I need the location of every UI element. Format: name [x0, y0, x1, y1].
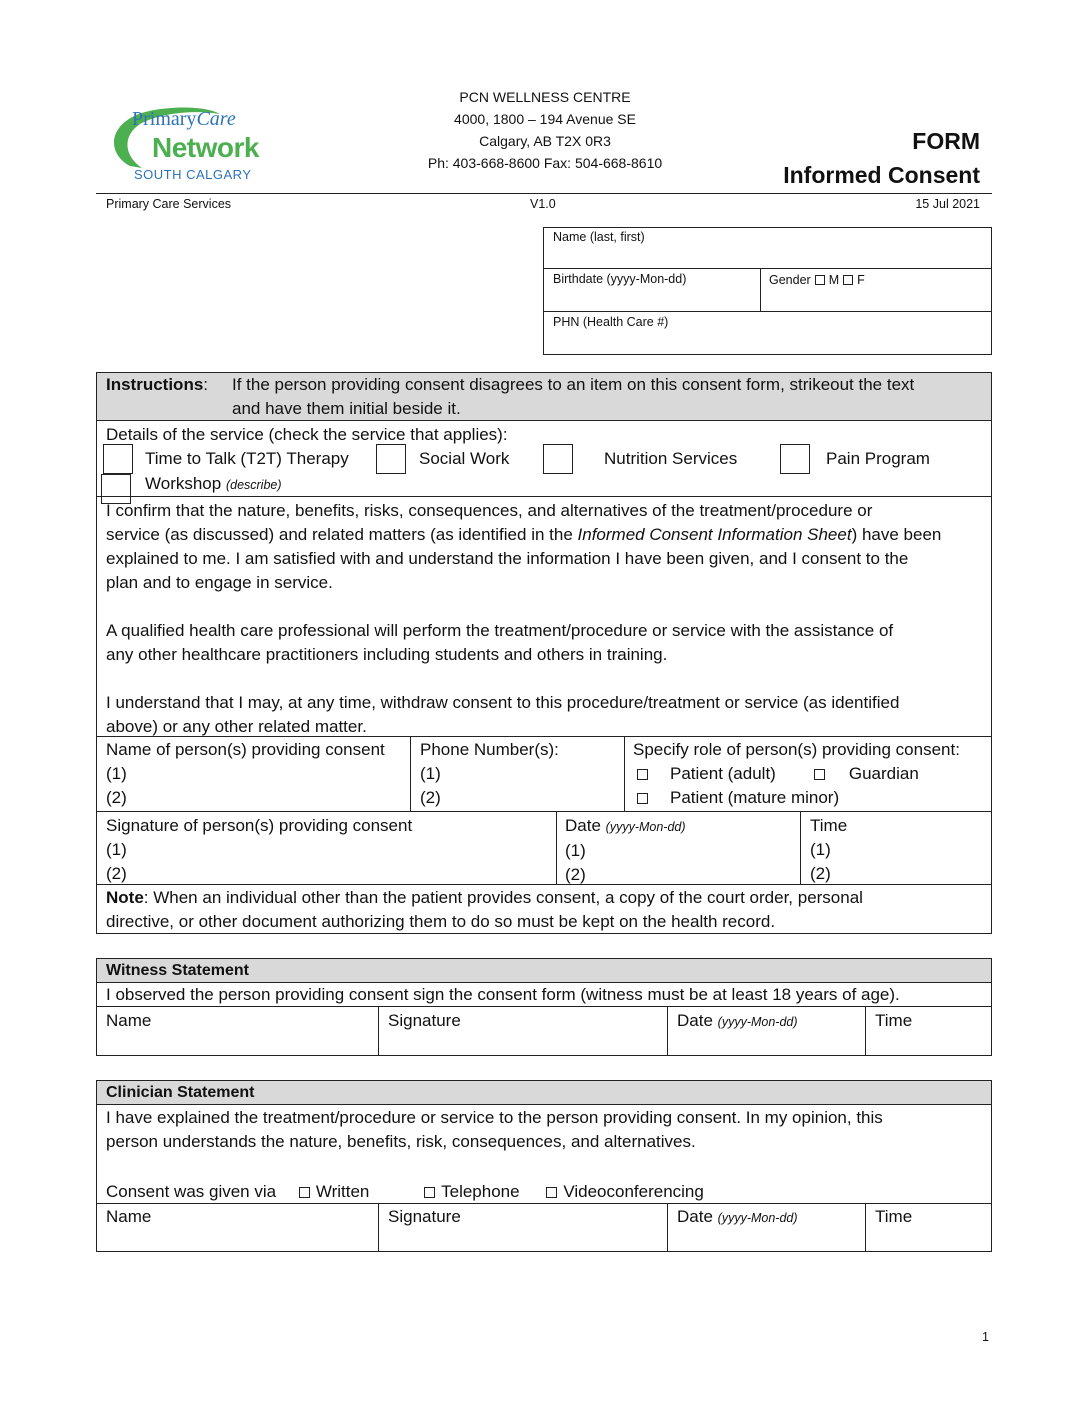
consent-p3-line1: I understand that I may, at any time, withdraw consent to this procedure/treatment or service (as identified	[106, 693, 900, 712]
note-line2: directive, or other document authorizing them to do so must be kept on the health record.	[106, 912, 776, 931]
clinician-text-line1: I have explained the treatment/procedure or service to the person providing consent. In my opinion, this	[106, 1108, 883, 1127]
logo-primary: PrimaryCare	[132, 108, 236, 130]
gender-f-label: F	[857, 273, 865, 287]
org-address-line1: 4000, 1800 – 194 Avenue SE	[454, 111, 636, 127]
via-video-checkbox[interactable]	[546, 1187, 557, 1198]
table-line-3	[96, 736, 992, 737]
clinician-signature-field[interactable]: Signature	[388, 1207, 461, 1226]
sig-divider-2	[800, 811, 801, 884]
witness-heading: Witness Statement	[106, 962, 249, 979]
role-patient-adult-label: Patient (adult)	[670, 764, 776, 783]
via-telephone-label: Telephone	[441, 1182, 520, 1201]
nutrition-label: Nutrition Services	[604, 449, 738, 468]
via-telephone-checkbox[interactable]	[424, 1187, 435, 1198]
clinician-line-2	[96, 1203, 992, 1204]
gender-m-checkbox[interactable]	[815, 275, 825, 285]
logo-network: Network	[152, 132, 259, 163]
clinician-divider-3	[865, 1203, 866, 1252]
provider-date-2: (2)	[565, 865, 586, 884]
clinician-text-line2: person understands the nature, benefits, risk, consequences, and alternatives.	[106, 1132, 696, 1151]
witness-line-2	[96, 1006, 992, 1007]
consent-p1-line4: plan and to engage in service.	[106, 573, 333, 592]
clinician-date-field[interactable]: Date (yyyy-Mon-dd)	[677, 1207, 798, 1226]
role-patient-adult-checkbox[interactable]	[637, 769, 648, 780]
patient-label-box	[543, 227, 992, 355]
patient-divider-1	[543, 268, 992, 269]
nutrition-checkbox[interactable]	[543, 444, 573, 474]
instructions-line1: If the person providing consent disagrees to an item on this consent form, strikeout the text	[232, 375, 915, 394]
form-type: FORM	[912, 128, 980, 154]
patient-name-field[interactable]: Name (last, first)	[553, 230, 645, 244]
provider-time-label: Time	[810, 816, 848, 835]
consent-p2-line1: A qualified health care professional will perform the treatment/procedure or service with the assistance of	[106, 621, 894, 640]
table-line-4	[96, 811, 992, 812]
table-line-5	[96, 884, 992, 885]
gender-label: Gender	[769, 273, 811, 287]
witness-name-field[interactable]: Name	[106, 1011, 152, 1030]
consent-p2-line2: any other healthcare practitioners including students and others in training.	[106, 645, 668, 664]
provider-time-1: (1)	[810, 840, 831, 859]
via-video-label: Videoconferencing	[563, 1182, 704, 1201]
services-heading: Details of the service (check the service that applies):	[106, 425, 508, 444]
provider-phone-label: Phone Number(s):	[420, 740, 559, 759]
clinician-heading: Clinician Statement	[106, 1084, 255, 1101]
table-line-1	[96, 420, 992, 421]
clinician-time-field[interactable]: Time	[875, 1207, 913, 1226]
instructions-label: Instructions:	[106, 375, 209, 394]
patient-divider-v	[760, 268, 761, 311]
consent-p3-line2: above) or any other related matter.	[106, 717, 367, 736]
instructions-text	[232, 373, 914, 421]
role-guardian-label: Guardian	[848, 764, 919, 783]
provider-role-cell	[633, 738, 960, 810]
consent-via-row	[106, 1180, 704, 1204]
version-label: V1.0	[530, 197, 556, 211]
clinician-text	[106, 1106, 883, 1154]
witness-divider-2	[667, 1006, 668, 1056]
header-divider	[96, 193, 992, 194]
provider-time-cell[interactable]	[810, 814, 847, 886]
note-text: Note: When an individual other than the patient provides consent, a copy of the court order, personal directive, or other document authorizing them to do so must be kept on the health record.	[106, 886, 863, 934]
consent-p1-line2: service (as discussed) and related matters (as identified in the Informed Consent Information Sheet) have been	[106, 525, 942, 544]
dept-label: Primary Care Services	[106, 197, 232, 211]
provider-name-2: (2)	[106, 788, 127, 807]
org-address-block	[380, 86, 710, 174]
sig-divider-1	[556, 811, 557, 884]
witness-divider-1	[378, 1006, 379, 1056]
social-work-label: Social Work	[419, 449, 510, 468]
workshop-label: Workshop (describe)	[145, 474, 282, 493]
provider-date-format: (yyyy-Mon-dd)	[605, 820, 686, 834]
via-written-label: Written	[315, 1182, 370, 1201]
table-line-2	[96, 496, 992, 497]
witness-date-field[interactable]: Date (yyyy-Mon-dd)	[677, 1011, 798, 1030]
role-mature-minor-label: Patient (mature minor)	[670, 788, 840, 807]
pain-program-label: Pain Program	[826, 449, 930, 468]
witness-text: I observed the person providing consent sign the consent form (witness must be at least 18 years of age).	[106, 985, 900, 1004]
provider-signature-label: Signature of person(s) providing consent	[106, 816, 413, 835]
provider-phone-1: (1)	[420, 764, 441, 783]
t2t-label: Time to Talk (T2T) Therapy	[145, 449, 349, 468]
form-title: Informed Consent	[783, 162, 980, 188]
instructions-line2: and have them initial beside it.	[232, 399, 461, 418]
providers-divider-1	[410, 736, 411, 811]
gender-m-label: M	[828, 273, 840, 287]
phn-field[interactable]: PHN (Health Care #)	[553, 315, 669, 329]
provider-name-cell[interactable]	[106, 738, 385, 810]
provider-phone-2: (2)	[420, 788, 441, 807]
provider-name-label: Name of person(s) providing consent	[106, 740, 385, 759]
clinician-divider-1	[378, 1203, 379, 1252]
provider-signature-2: (2)	[106, 864, 127, 883]
provider-date-1: (1)	[565, 841, 586, 860]
pain-program-checkbox[interactable]	[780, 444, 810, 474]
t2t-checkbox[interactable]	[103, 444, 133, 474]
provider-phone-cell[interactable]	[420, 738, 559, 810]
provider-signature-cell[interactable]	[106, 814, 412, 886]
page-number: 1	[982, 1330, 989, 1344]
provider-role-label: Specify role of person(s) providing consent:	[633, 740, 960, 759]
org-phone: Ph: 403-668-8600 Fax: 504-668-8610	[427, 155, 663, 171]
provider-time-2: (2)	[810, 864, 831, 883]
witness-time-field[interactable]: Time	[875, 1011, 913, 1030]
role-mature-minor-checkbox[interactable]	[637, 793, 648, 804]
provider-name-1: (1)	[106, 764, 127, 783]
via-written-checkbox[interactable]	[299, 1187, 310, 1198]
consent-p1-line3: explained to me. I am satisfied with and understand the information I have been given, and I consent to the	[106, 549, 909, 568]
provider-date-label: Date	[565, 816, 601, 835]
clinician-line-1	[96, 1104, 992, 1105]
form-date: 15 Jul 2021	[915, 197, 980, 211]
clinician-name-field[interactable]: Name	[106, 1207, 152, 1226]
consent-p1-line1: I confirm that the nature, benefits, risks, consequences, and alternatives of the treatment/procedure or	[106, 501, 873, 520]
logo-south-calgary: SOUTH CALGARY	[134, 167, 252, 182]
witness-divider-3	[865, 1006, 866, 1056]
gender-f-checkbox[interactable]	[843, 275, 853, 285]
clinician-divider-2	[667, 1203, 668, 1252]
org-name: PCN WELLNESS CENTRE	[459, 89, 631, 105]
consent-paragraphs	[106, 499, 986, 739]
provider-signature-1: (1)	[106, 840, 127, 859]
patient-divider-2	[543, 311, 992, 312]
witness-signature-field[interactable]: Signature	[388, 1011, 461, 1030]
consent-via-label: Consent was given via	[106, 1182, 277, 1201]
org-address-line2: Calgary, AB T2X 0R3	[479, 133, 611, 149]
gender-field	[769, 273, 865, 287]
provider-date-cell[interactable]	[565, 814, 686, 887]
role-guardian-checkbox[interactable]	[814, 769, 825, 780]
social-work-checkbox[interactable]	[376, 444, 406, 474]
birthdate-field[interactable]: Birthdate (yyyy-Mon-dd)	[553, 272, 687, 286]
providers-divider-2	[624, 736, 625, 811]
